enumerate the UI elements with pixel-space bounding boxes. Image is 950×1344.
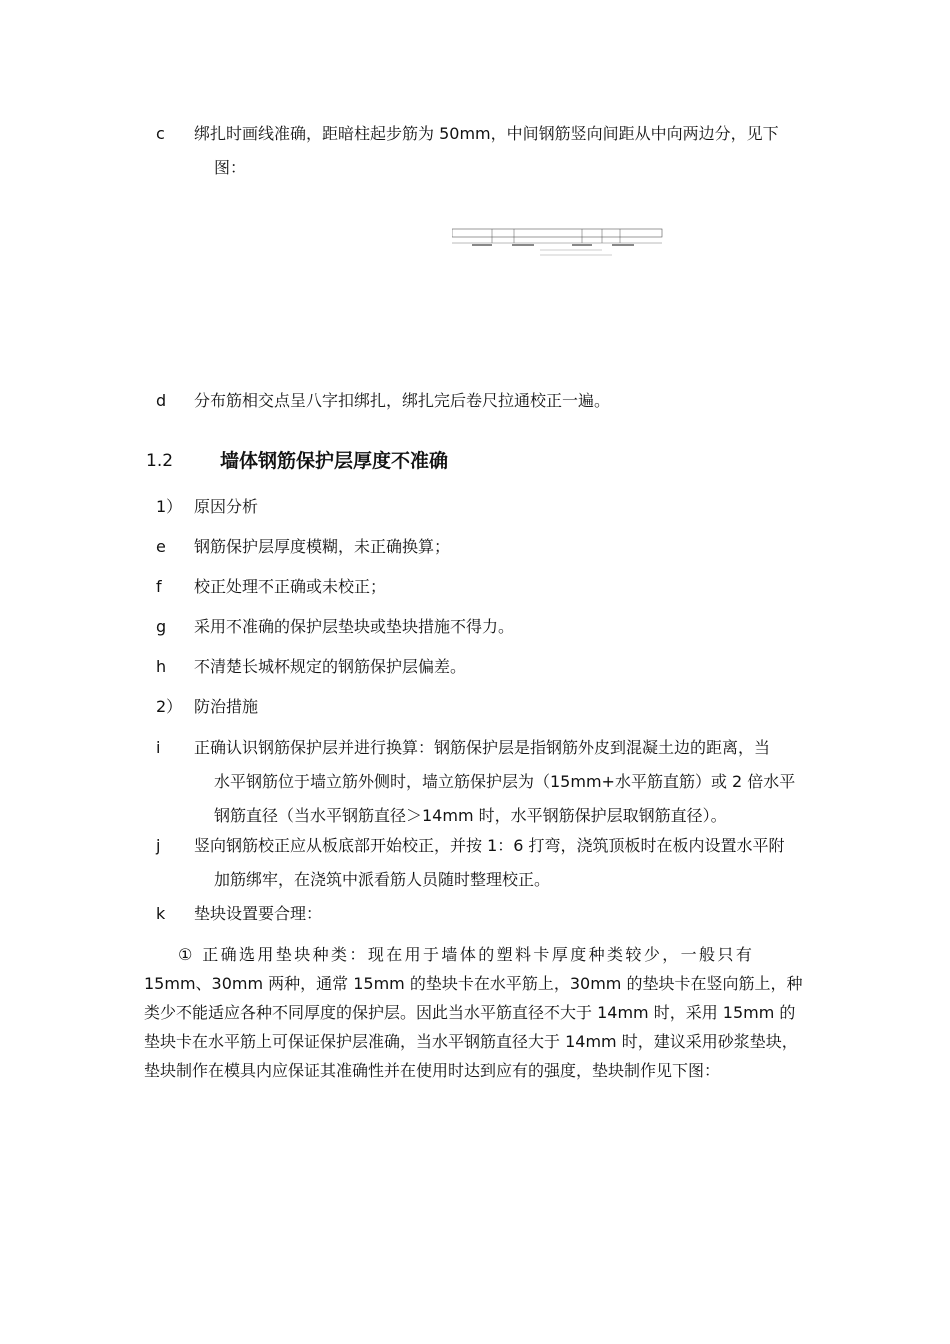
list-text: 正确认识钢筋保护层并进行换算：钢筋保护层是指钢筋外皮到混凝土边的距离，当 — [194, 738, 771, 757]
body-paragraph — [144, 940, 820, 1085]
list-text-continued: 水平钢筋位于墙立筋外侧时，墙立筋保护层为（15mm+水平筋直筋）或 2 倍水平 — [214, 772, 796, 791]
list-text: 防治措施 — [194, 697, 259, 716]
list-marker: d — [156, 391, 167, 410]
list-item-d — [156, 384, 816, 418]
list-item-1 — [156, 490, 816, 524]
list-text: 校正处理不正确或未校正； — [194, 577, 387, 596]
list-text-continued: 钢筋直径（当水平钢筋直径＞14mm 时，水平钢筋保护层取钢筋直径）。 — [214, 806, 727, 825]
list-marker: c — [156, 124, 165, 143]
list-marker: e — [156, 537, 166, 556]
list-marker: k — [156, 904, 166, 923]
section-title: 墙体钢筋保护层厚度不准确 — [220, 450, 449, 472]
list-item-c — [156, 117, 816, 185]
list-item-k — [156, 897, 816, 931]
list-item-g — [156, 610, 816, 644]
paragraph-line: ① 正确选用垫块种类：现在用于墙体的塑料卡厚度种类较少，一般只有 — [178, 945, 755, 964]
list-item-i — [156, 731, 816, 833]
list-marker: 2） — [156, 697, 183, 716]
list-item-j — [156, 829, 816, 897]
list-marker: g — [156, 617, 167, 636]
list-text: 采用不准确的保护层垫块或垫块措施不得力。 — [194, 617, 515, 636]
list-text: 原因分析 — [194, 497, 259, 516]
rebar-spacing-drawing-icon — [452, 225, 664, 261]
list-item-e — [156, 530, 816, 564]
list-text: 分布筋相交点呈八字扣绑扎，绑扎完后卷尺拉通校正一遍。 — [194, 391, 611, 410]
paragraph-line: 垫块制作在模具内应保证其准确性并在使用时达到应有的强度，垫块制作见下图： — [144, 1061, 721, 1080]
list-text: 垫块设置要合理： — [194, 904, 323, 923]
list-text: 钢筋保护层厚度模糊，未正确换算； — [194, 537, 451, 556]
list-marker: f — [156, 577, 162, 596]
list-item-h — [156, 650, 816, 684]
list-text-continued: 加筋绑牢，在浇筑中派看筋人员随时整理校正。 — [214, 870, 551, 889]
list-item-2 — [156, 690, 816, 724]
paragraph-line: 类少不能适应各种不同厚度的保护层。因此当水平筋直径不大于 14mm 时，采用 15mm 的 — [144, 1003, 796, 1022]
list-text: 竖向钢筋校正应从板底部开始校正，并按 1：6 打弯，浇筑顶板时在板内设置水平附 — [194, 836, 785, 855]
list-text: 绑扎时画线准确，距暗柱起步筋为 50mm，中间钢筋竖向间距从中向两边分，见下 — [194, 124, 779, 143]
section-number: 1.2 — [146, 451, 174, 471]
list-marker: h — [156, 657, 167, 676]
list-marker: j — [156, 836, 161, 855]
list-item-f — [156, 570, 816, 604]
list-text: 不清楚长城杯规定的钢筋保护层偏差。 — [194, 657, 467, 676]
paragraph-line: 垫块卡在水平筋上可保证保护层准确，当水平钢筋直径大于 14mm 时，建议采用砂浆垫块， — [144, 1032, 798, 1051]
list-marker: 1） — [156, 497, 183, 516]
list-marker: i — [156, 738, 161, 757]
paragraph-line: 15mm、30mm 两种，通常 15mm 的垫块卡在水平筋上，30mm 的垫块卡在竖向筋上，种 — [144, 974, 803, 993]
list-text-continued: 图： — [214, 158, 247, 177]
